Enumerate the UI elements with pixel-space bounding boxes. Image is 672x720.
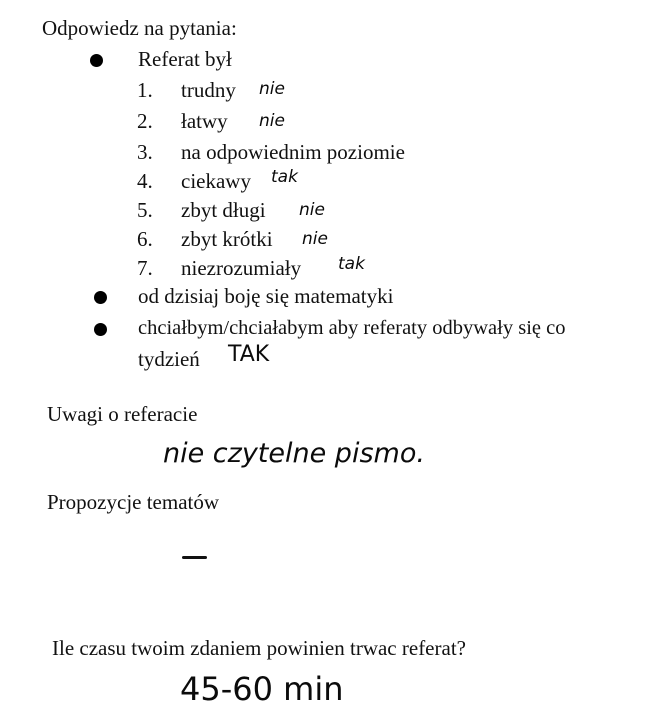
remarks-label: Uwagi o referacie: [47, 402, 198, 426]
item-label: zbyt krótki: [181, 227, 273, 251]
handwritten-answer: TAK: [228, 342, 270, 367]
question-weekly-line2: tydzień: [138, 347, 200, 371]
item-number: 7.: [137, 256, 153, 280]
handwritten-remarks: nie czytelne pismo.: [163, 438, 425, 469]
item-number: 5.: [137, 198, 153, 222]
item-label: zbyt długi: [181, 198, 266, 222]
item-number: 2.: [137, 109, 153, 133]
item-label: trudny: [181, 78, 236, 102]
handwritten-dash: [182, 556, 207, 559]
bullet-marker: [94, 323, 107, 336]
bullet-marker: [94, 291, 107, 304]
bullet-marker: [90, 54, 103, 67]
handwritten-answer: tak: [338, 254, 365, 274]
instruction-text: Odpowiedz na pytania:: [42, 16, 237, 40]
item-number: 1.: [137, 78, 153, 102]
item-number: 6.: [137, 227, 153, 251]
duration-label: Ile czasu twoim zdaniem powinien trwac referat?: [52, 636, 466, 660]
item-label: ciekawy: [181, 169, 251, 193]
handwritten-answer: nie: [259, 111, 285, 131]
handwritten-duration: 45-60 min: [180, 670, 344, 708]
item-number: 4.: [137, 169, 153, 193]
topics-label: Propozycje tematów: [47, 490, 220, 514]
item-label: na odpowiednim poziomie: [181, 140, 405, 164]
item-label: niezrozumiały: [181, 256, 302, 280]
handwritten-answer: tak: [271, 167, 298, 187]
item-label: łatwy: [181, 109, 228, 133]
handwritten-answer: nie: [259, 79, 285, 99]
item-number: 3.: [137, 140, 153, 164]
handwritten-answer: nie: [302, 229, 328, 249]
question-fear-math: od dzisiaj boję się matematyki: [138, 284, 394, 308]
question-weekly-line1: chciałbym/chciałabym aby referaty odbywały się co: [138, 317, 566, 339]
question-referat-byl: Referat był: [138, 47, 232, 71]
handwritten-answer: nie: [299, 200, 325, 220]
